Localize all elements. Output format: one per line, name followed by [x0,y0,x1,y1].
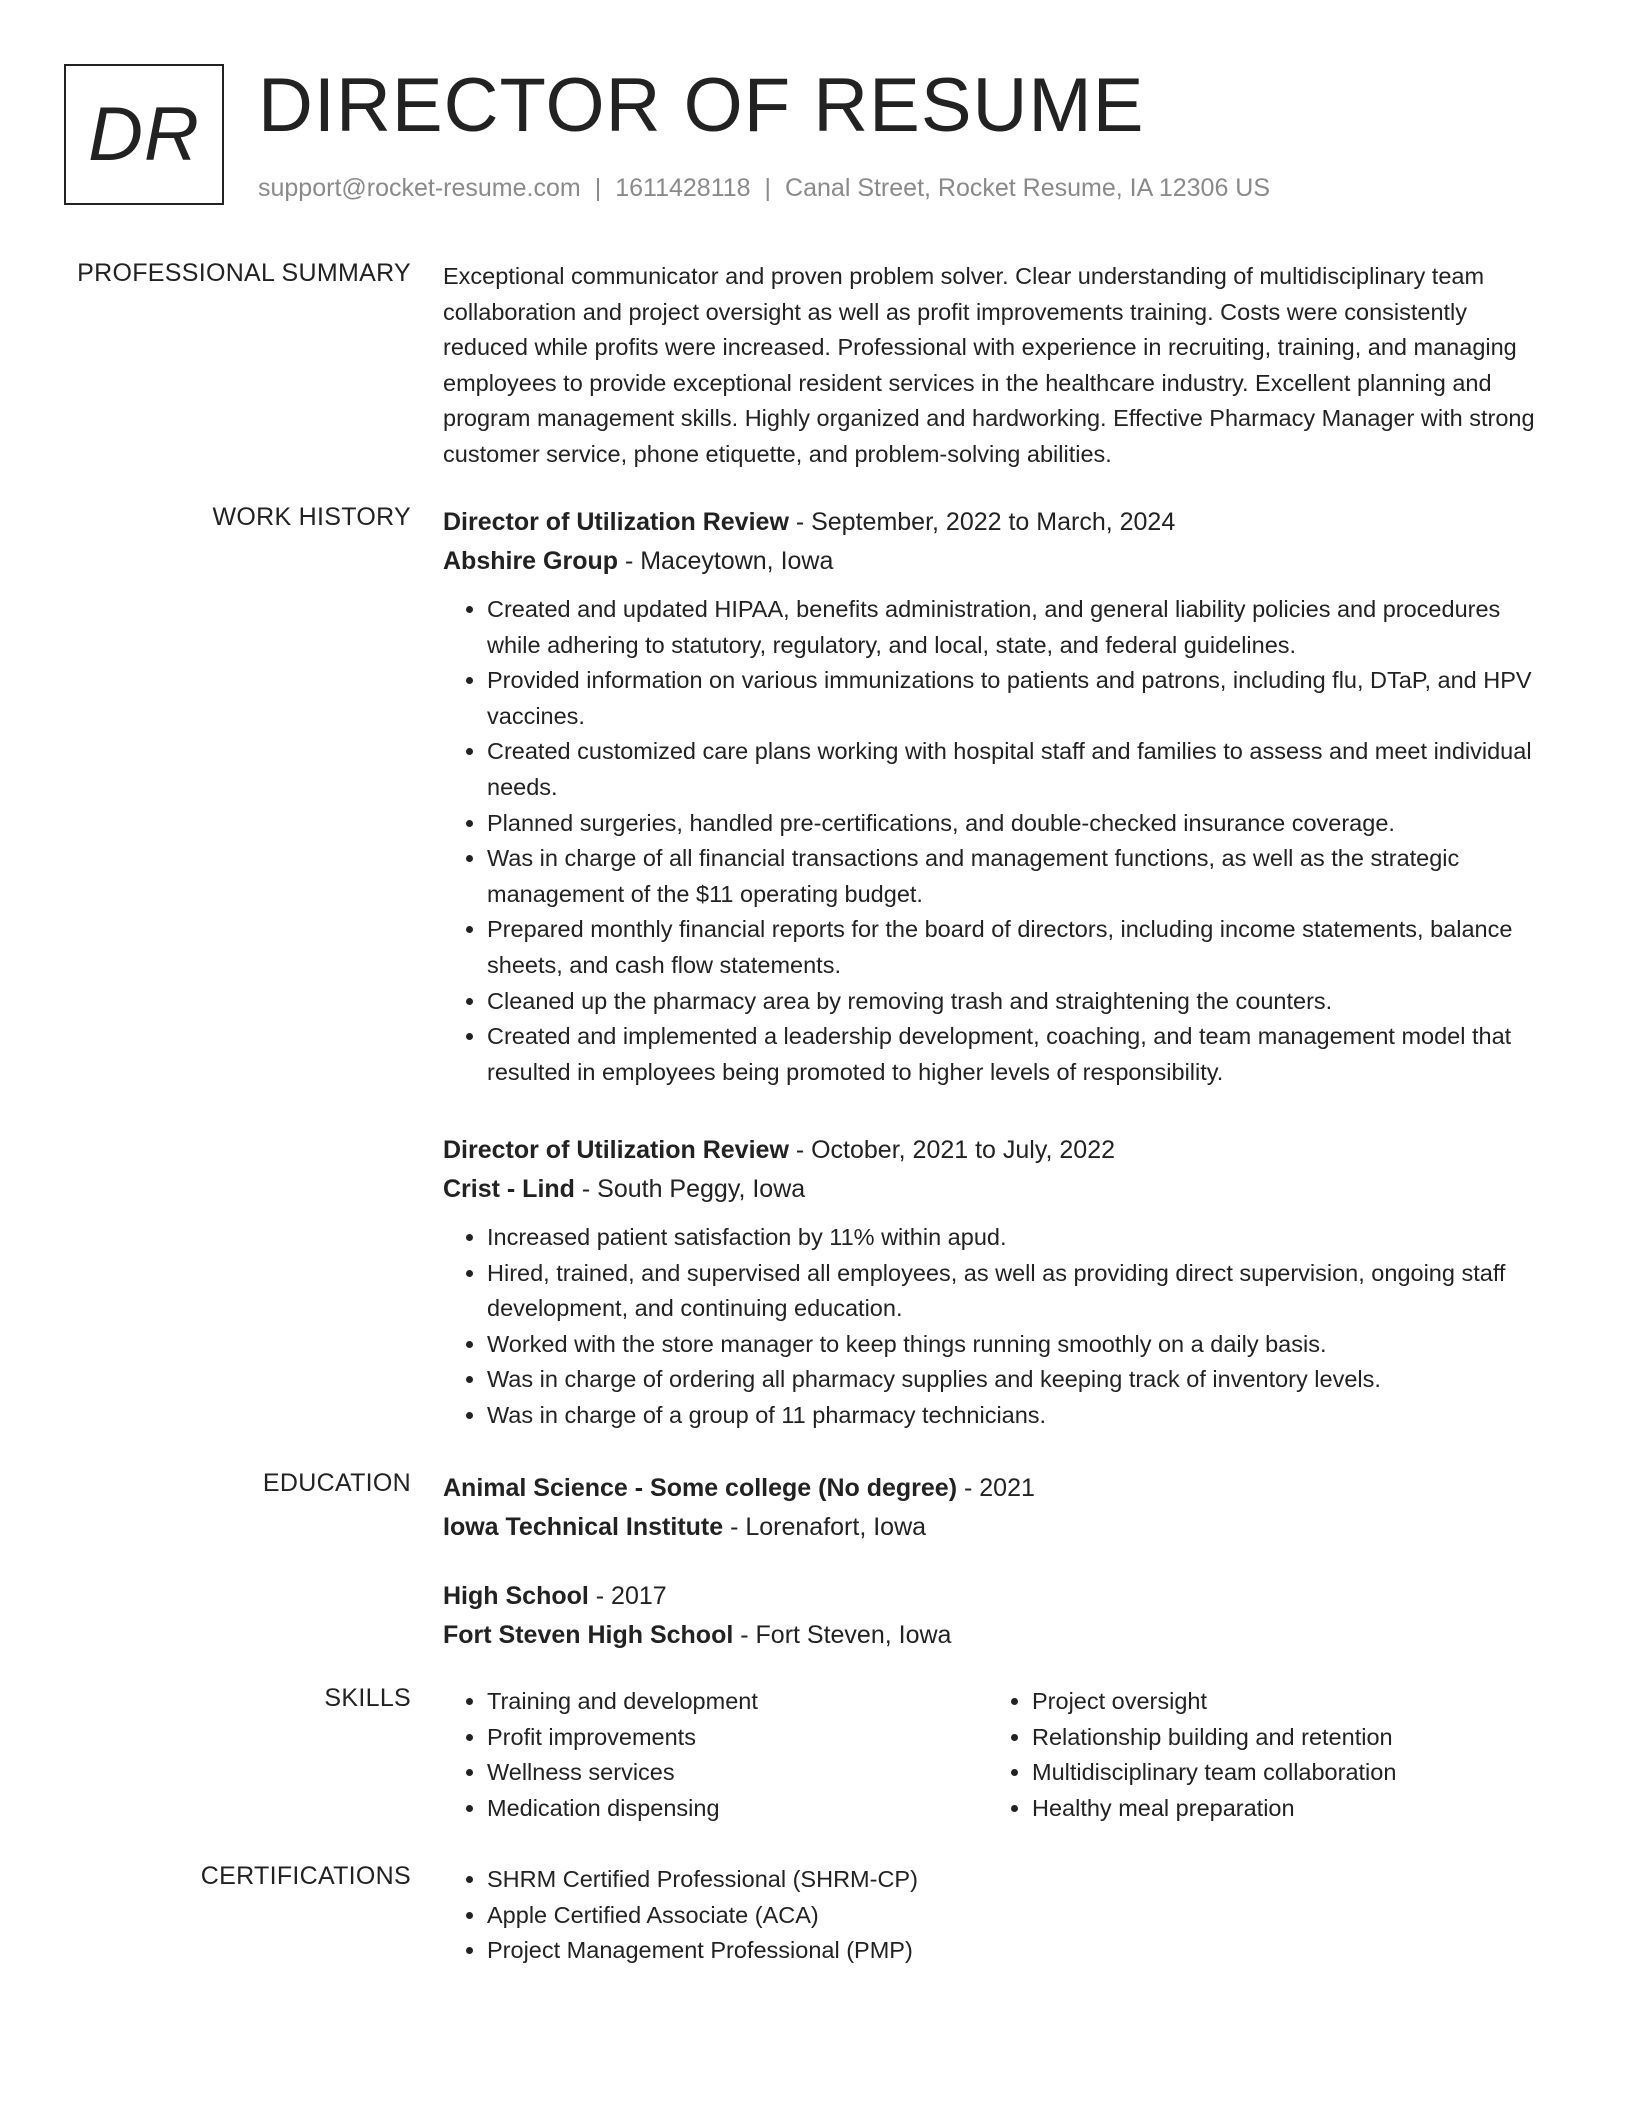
education-entry [443,1577,1553,1655]
job-company: Abshire Group [443,547,619,575]
monogram-logo: DR [64,64,224,205]
list-item: • Multidisciplinary team collaboration [1032,1755,1533,1791]
job-bullets [443,1220,1553,1434]
list-item: • Planned surgeries, handled pre-certifications, and double-checked insurance coverage. [487,806,1553,842]
contact-separator: | [764,174,772,202]
list-item: • Training and development [487,1684,988,1720]
list-item: • Profit improvements [487,1720,988,1756]
list-item: • Healthy meal preparation [1032,1791,1533,1827]
education-degree: High School [443,1582,589,1610]
list-item: • Created customized care plans working with hospital staff and families to assess and meet individual needs. [487,734,1553,805]
education-location: - Lorenafort, Iowa [723,1513,927,1541]
education-degree-line [443,1577,1553,1616]
list-item: • Created and implemented a leadership development, coaching, and team management model that resulted in employees being promoted to higher levels of responsibility. [487,1019,1553,1090]
section-label-work-history: WORK HISTORY [212,503,411,531]
education-school-line [443,1616,1553,1655]
list-item: • Was in charge of all financial transactions and management functions, as well as the strategic management of the $11 operating budget. [487,841,1553,912]
list-item: • Relationship building and retention [1032,1720,1533,1756]
education-school: Iowa Technical Institute [443,1513,724,1541]
contact-line [258,174,1270,203]
section-label-education: EDUCATION [262,1469,411,1497]
education-degree-line [443,1469,1553,1508]
contact-address: Canal Street, Rocket Resume, IA 12306 US [785,174,1271,202]
list-item: • SHRM Certified Professional (SHRM-CP) [487,1862,1553,1898]
job-dates: - September, 2022 to March, 2024 [788,508,1176,536]
education-school-line [443,1508,1553,1547]
list-item: • Was in charge of ordering all pharmacy supplies and keeping track of inventory levels. [487,1362,1553,1398]
list-item: • Wellness services [487,1755,988,1791]
skills-column-left [443,1684,988,1826]
list-item: • Provided information on various immunizations to patients and patrons, including flu, DTaP, and HPV vaccines. [487,663,1553,734]
contact-phone[interactable]: 1611428118 [615,174,751,202]
job-company: Crist - Lind [443,1175,575,1203]
section-label-summary: PROFESSIONAL SUMMARY [77,259,411,287]
job-company-line [443,1170,1553,1209]
job-location: - South Peggy, Iowa [574,1175,806,1203]
list-item: • Cleaned up the pharmacy area by removing trash and straightening the counters. [487,984,1553,1020]
skills-list [988,1684,1533,1826]
education-school: Fort Steven High School [443,1621,734,1649]
job-title: Director of Utilization Review [443,508,789,536]
list-item: • Created and updated HIPAA, benefits administration, and general liability policies and procedures while adhering to statutory, regulatory, and local, state, and federal guidelines. [487,592,1553,663]
job-company-line [443,542,1553,581]
list-item: • Was in charge of a group of 11 pharmacy technicians. [487,1398,1553,1434]
list-item: • Apple Certified Associate (ACA) [487,1898,1553,1934]
education-year: - 2021 [957,1474,1035,1502]
list-item: • Medication dispensing [487,1791,988,1827]
job-title-line [443,1131,1553,1170]
job-location: - Maceytown, Iowa [618,547,834,575]
education-location: - Fort Steven, Iowa [733,1621,952,1649]
list-item: • Prepared monthly financial reports for the board of directors, including income statements, balance sheets, and cash flow statements. [487,912,1553,983]
contact-separator: | [594,174,602,202]
job-entry [443,1131,1553,1434]
certifications-list [443,1862,1553,1969]
job-title-line [443,503,1553,542]
summary-text: Exceptional communicator and proven problem solver. Clear understanding of multidisciplinary team collaboration and project oversight as well as profit improvements training. Costs were consistently reduced while profits were increased. Professional with experience in recruiting, training, and managing employees to provide exceptional resident services in the healthcare industry. Excellent planning and program management skills. Highly organized and hardworking. Effective Pharmacy Manager with strong customer service, phone etiquette, and problem-solving abilities. [443,263,1535,467]
section-label-skills: SKILLS [324,1684,411,1712]
skills-grid [443,1684,1553,1826]
list-item: • Worked with the store manager to keep things running smoothly on a daily basis. [487,1327,1553,1363]
contact-email[interactable]: support@rocket-resume.com [258,174,581,202]
list-item: • Hired, trained, and supervised all employees, as well as providing direct supervision, ongoing staff development, and continuing education. [487,1256,1553,1327]
list-item: • Increased patient satisfaction by 11% within apud. [487,1220,1553,1256]
job-bullets [443,592,1553,1090]
job-dates: - October, 2021 to July, 2022 [788,1136,1116,1164]
job-title: Director of Utilization Review [443,1136,789,1164]
job-entry [443,503,1553,1090]
skills-column-right [988,1684,1533,1826]
candidate-name: DIRECTOR OF RESUME [258,63,1145,148]
skills-list [443,1684,988,1826]
education-year: - 2017 [588,1582,667,1610]
list-item: • Project oversight [1032,1684,1533,1720]
education-degree: Animal Science - Some college (No degree) [443,1474,958,1502]
section-label-certifications: CERTIFICATIONS [200,1862,411,1890]
resume-header [64,64,1584,214]
education-entry [443,1469,1553,1547]
list-item: • Project Management Professional (PMP) [487,1933,1553,1969]
